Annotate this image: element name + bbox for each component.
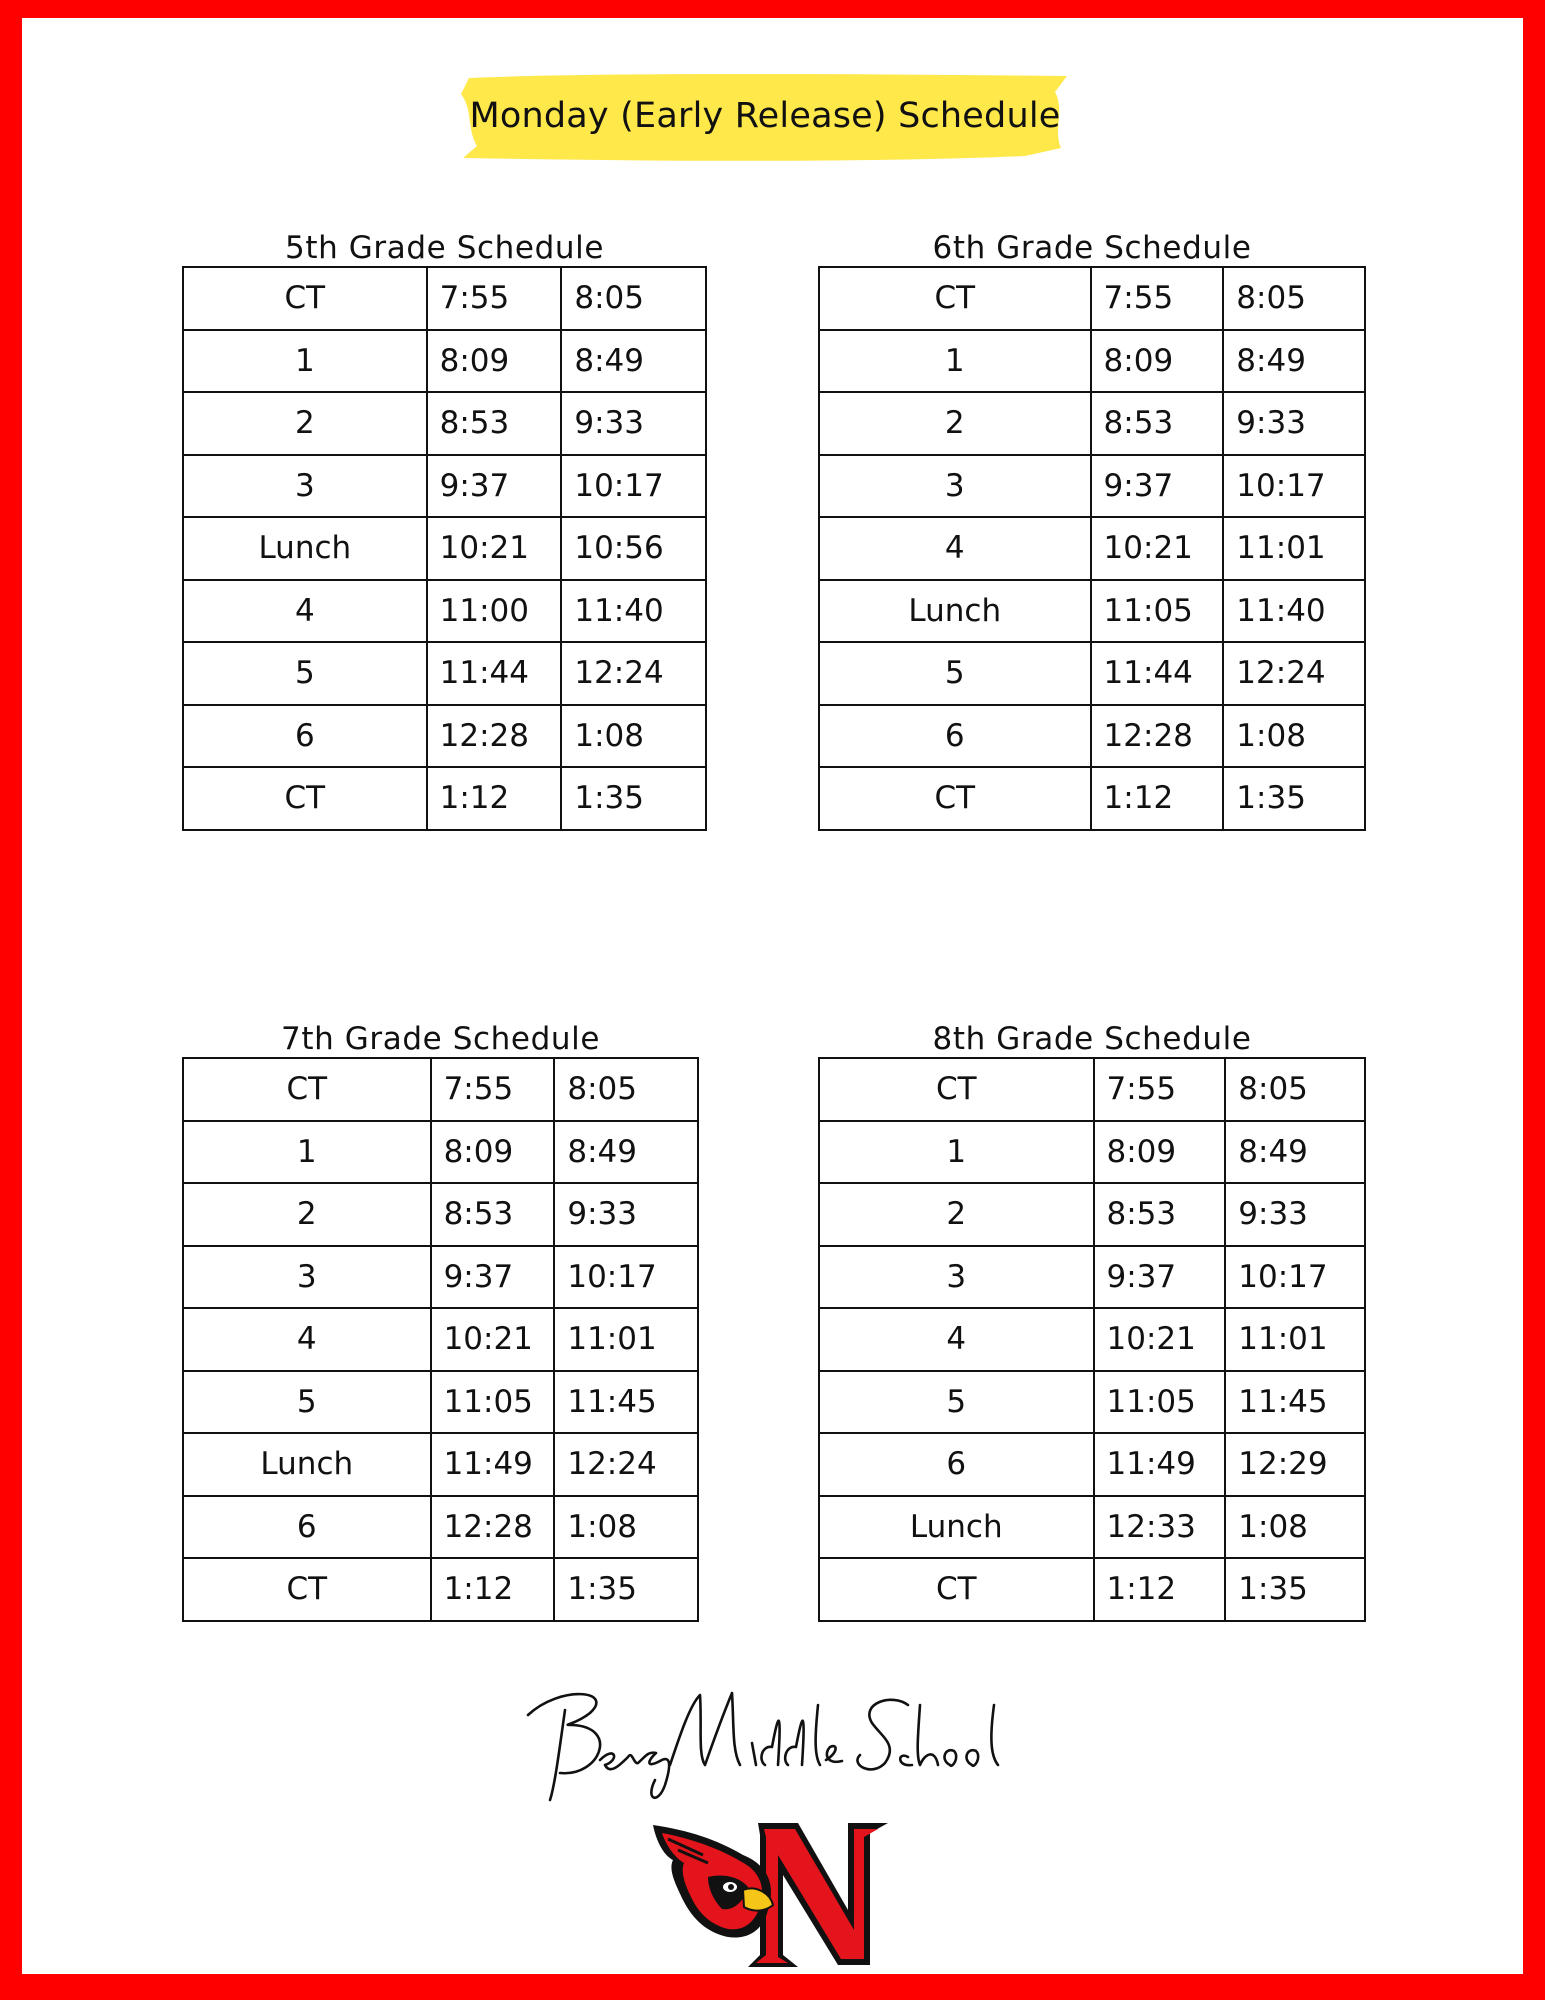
period-cell: 4 [819, 517, 1091, 580]
period-cell: 3 [819, 1246, 1094, 1309]
schedule-row [819, 580, 1365, 643]
end-time-cell: 12:24 [561, 642, 706, 705]
schedule-row [183, 705, 706, 768]
period-cell: Lunch [819, 580, 1091, 643]
schedule-row [819, 1496, 1365, 1559]
end-time-cell: 11:40 [1223, 580, 1365, 643]
end-time-cell: 1:35 [1225, 1558, 1365, 1621]
start-time-cell: 10:21 [1094, 1308, 1226, 1371]
start-time-cell: 11:05 [1091, 580, 1224, 643]
end-time-cell: 8:49 [554, 1121, 698, 1184]
schedule-row [183, 1558, 698, 1621]
end-time-cell: 12:24 [554, 1433, 698, 1496]
page-title: Monday (Early Release) Schedule [469, 96, 1061, 136]
end-time-cell: 8:49 [1223, 330, 1365, 393]
end-time-cell: 8:05 [1225, 1058, 1365, 1121]
end-time-cell: 12:29 [1225, 1433, 1365, 1496]
period-cell: 4 [819, 1308, 1094, 1371]
schedule-row [183, 1433, 698, 1496]
schedule-row [183, 1496, 698, 1559]
end-time-cell: 8:05 [554, 1058, 698, 1121]
end-time-cell: 1:35 [561, 767, 706, 830]
start-time-cell: 1:12 [427, 767, 562, 830]
schedule-row [183, 1246, 698, 1309]
period-cell: CT [819, 1058, 1094, 1121]
end-time-cell: 1:35 [554, 1558, 698, 1621]
end-time-cell: 9:33 [554, 1183, 698, 1246]
period-cell: CT [183, 767, 427, 830]
schedule-row [183, 330, 706, 393]
period-cell: CT [819, 767, 1091, 830]
period-cell: 5 [819, 642, 1091, 705]
start-time-cell: 8:09 [1091, 330, 1224, 393]
start-time-cell: 12:28 [1091, 705, 1224, 768]
schedule-row [183, 1371, 698, 1434]
start-time-cell: 1:12 [1091, 767, 1224, 830]
period-cell: 4 [183, 580, 427, 643]
schedule-row [183, 1121, 698, 1184]
period-cell: 2 [819, 392, 1091, 455]
start-time-cell: 11:05 [431, 1371, 555, 1434]
start-time-cell: 8:53 [1091, 392, 1224, 455]
start-time-cell: 7:55 [1091, 267, 1224, 330]
start-time-cell: 11:49 [431, 1433, 555, 1496]
period-cell: CT [183, 1058, 431, 1121]
start-time-cell: 10:21 [431, 1308, 555, 1371]
period-cell: 3 [183, 1246, 431, 1309]
start-time-cell: 11:00 [427, 580, 562, 643]
end-time-cell: 10:56 [561, 517, 706, 580]
start-time-cell: 8:53 [427, 392, 562, 455]
end-time-cell: 10:17 [554, 1246, 698, 1309]
schedule-row [819, 1121, 1365, 1184]
period-cell: 1 [819, 1121, 1094, 1184]
start-time-cell: 1:12 [1094, 1558, 1226, 1621]
end-time-cell: 11:45 [1225, 1371, 1365, 1434]
period-cell: Lunch [819, 1496, 1094, 1559]
start-time-cell: 11:05 [1094, 1371, 1226, 1434]
schedule-table [818, 266, 1366, 831]
period-cell: 5 [819, 1371, 1094, 1434]
end-time-cell: 10:17 [561, 455, 706, 518]
end-time-cell: 1:08 [554, 1496, 698, 1559]
start-time-cell: 11:44 [1091, 642, 1224, 705]
schedule-row [183, 1058, 698, 1121]
start-time-cell: 8:53 [431, 1183, 555, 1246]
start-time-cell: 8:09 [431, 1121, 555, 1184]
end-time-cell: 1:35 [1223, 767, 1365, 830]
end-time-cell: 11:01 [554, 1308, 698, 1371]
grade-title: 7th Grade Schedule [281, 1021, 600, 1057]
period-cell: CT [183, 267, 427, 330]
start-time-cell: 7:55 [431, 1058, 555, 1121]
grade-title: 5th Grade Schedule [285, 230, 604, 266]
start-time-cell: 8:09 [1094, 1121, 1226, 1184]
period-cell: 3 [183, 455, 427, 518]
schedule-row [819, 392, 1365, 455]
schedule-table [182, 266, 707, 831]
schedule-row [819, 330, 1365, 393]
end-time-cell: 9:33 [561, 392, 706, 455]
schedule-row [819, 1558, 1365, 1621]
end-time-cell: 1:08 [561, 705, 706, 768]
start-time-cell: 8:09 [427, 330, 562, 393]
period-cell: 1 [183, 330, 427, 393]
schedule-row [819, 1371, 1365, 1434]
schedule-row [819, 455, 1365, 518]
end-time-cell: 11:01 [1225, 1308, 1365, 1371]
period-cell: Lunch [183, 517, 427, 580]
end-time-cell: 8:49 [1225, 1121, 1365, 1184]
period-cell: 5 [183, 1371, 431, 1434]
start-time-cell: 10:21 [1091, 517, 1224, 580]
schedule-row [819, 1308, 1365, 1371]
schedule-row [819, 267, 1365, 330]
end-time-cell: 8:05 [1223, 267, 1365, 330]
start-time-cell: 9:37 [1094, 1246, 1226, 1309]
end-time-cell: 8:49 [561, 330, 706, 393]
start-time-cell: 11:44 [427, 642, 562, 705]
schedule-row [183, 642, 706, 705]
start-time-cell: 10:21 [427, 517, 562, 580]
start-time-cell: 9:37 [427, 455, 562, 518]
period-cell: 2 [183, 392, 427, 455]
start-time-cell: 9:37 [431, 1246, 555, 1309]
schedule-row [183, 580, 706, 643]
period-cell: 5 [183, 642, 427, 705]
period-cell: 4 [183, 1308, 431, 1371]
start-time-cell: 1:12 [431, 1558, 555, 1621]
schedule-row [183, 517, 706, 580]
period-cell: CT [183, 1558, 431, 1621]
schedule-row [819, 767, 1365, 830]
start-time-cell: 7:55 [427, 267, 562, 330]
end-time-cell: 12:24 [1223, 642, 1365, 705]
end-time-cell: 8:05 [561, 267, 706, 330]
start-time-cell: 8:53 [1094, 1183, 1226, 1246]
end-time-cell: 10:17 [1225, 1246, 1365, 1309]
period-cell: CT [819, 1558, 1094, 1621]
schedule-row [183, 1308, 698, 1371]
period-cell: 3 [819, 455, 1091, 518]
cardinal-mascot-logo [648, 1815, 898, 1975]
schedule-row [819, 517, 1365, 580]
period-cell: 6 [183, 705, 427, 768]
period-cell: 6 [819, 705, 1091, 768]
end-time-cell: 10:17 [1223, 455, 1365, 518]
period-cell: 1 [819, 330, 1091, 393]
schedule-row [819, 642, 1365, 705]
start-time-cell: 9:37 [1091, 455, 1224, 518]
title-highlight [455, 70, 1075, 170]
period-cell: 1 [183, 1121, 431, 1184]
start-time-cell: 12:28 [431, 1496, 555, 1559]
start-time-cell: 12:28 [427, 705, 562, 768]
schedule-row [819, 705, 1365, 768]
grade-title: 8th Grade Schedule [932, 1021, 1252, 1057]
end-time-cell: 1:08 [1223, 705, 1365, 768]
schedule-row [819, 1246, 1365, 1309]
schedule-table [182, 1057, 699, 1622]
schedule-row [183, 767, 706, 830]
start-time-cell: 7:55 [1094, 1058, 1226, 1121]
end-time-cell: 9:33 [1225, 1183, 1365, 1246]
schedule-row [183, 1183, 698, 1246]
schedule-row [183, 392, 706, 455]
start-time-cell: 11:49 [1094, 1433, 1226, 1496]
end-time-cell: 11:40 [561, 580, 706, 643]
period-cell: 6 [183, 1496, 431, 1559]
grade-title: 6th Grade Schedule [932, 230, 1252, 266]
start-time-cell: 12:33 [1094, 1496, 1226, 1559]
schedule-row [819, 1183, 1365, 1246]
schedule-row [183, 267, 706, 330]
period-cell: 2 [183, 1183, 431, 1246]
schedule-row [819, 1058, 1365, 1121]
period-cell: 2 [819, 1183, 1094, 1246]
schedule-row [819, 1433, 1365, 1496]
schedule-table [818, 1057, 1366, 1622]
school-wordmark-logo [520, 1665, 1020, 1815]
period-cell: Lunch [183, 1433, 431, 1496]
schedule-row [183, 455, 706, 518]
end-time-cell: 11:01 [1223, 517, 1365, 580]
end-time-cell: 11:45 [554, 1371, 698, 1434]
period-cell: 6 [819, 1433, 1094, 1496]
period-cell: CT [819, 267, 1091, 330]
end-time-cell: 9:33 [1223, 392, 1365, 455]
end-time-cell: 1:08 [1225, 1496, 1365, 1559]
